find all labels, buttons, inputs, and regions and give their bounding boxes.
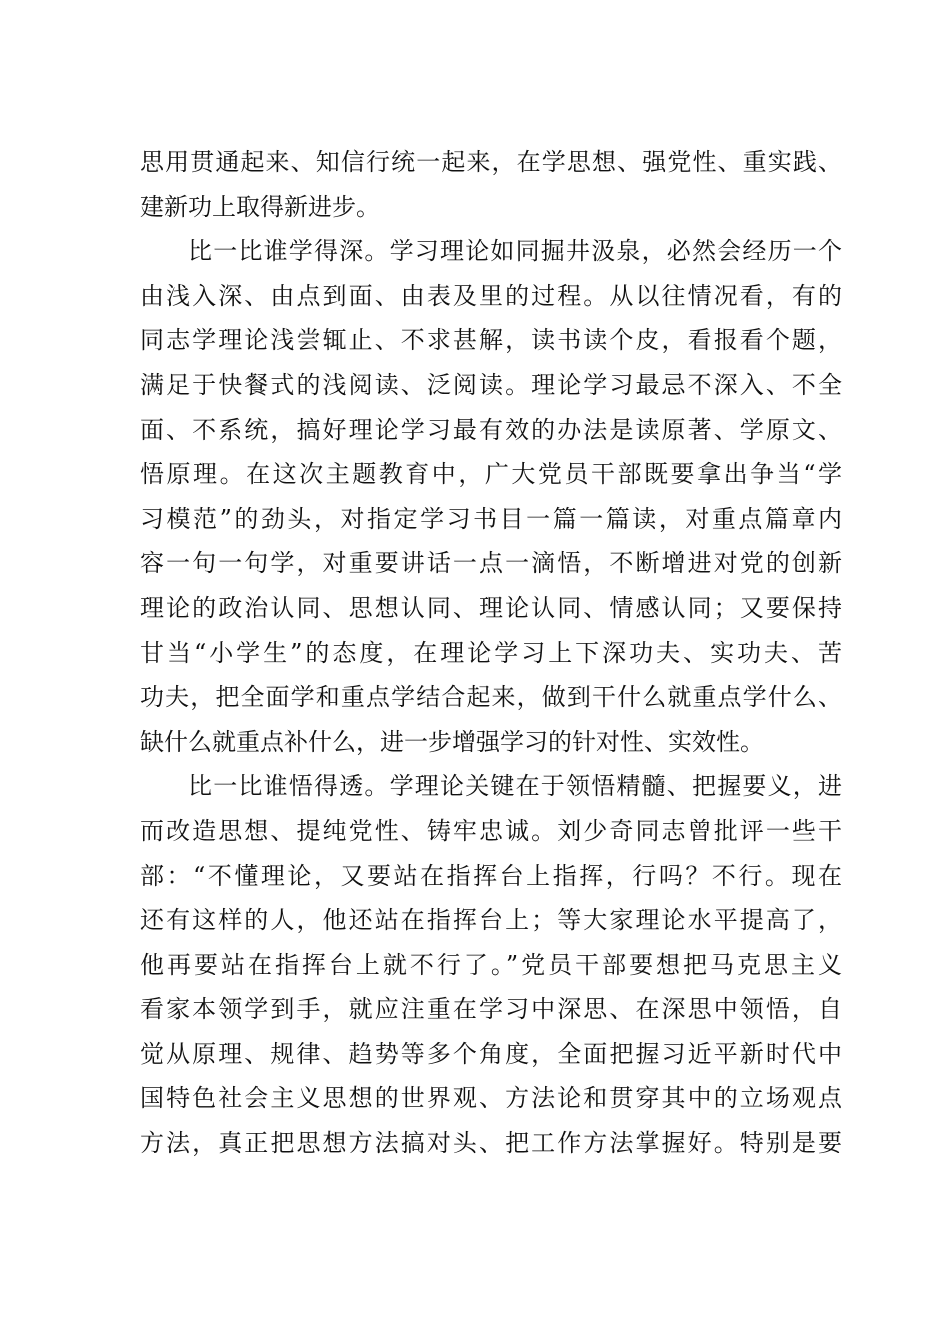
text-line: 他再要站在指挥台上就不行了。”党员干部要想把马克思主义 [140, 950, 842, 979]
text-line: 理论的政治认同、思想认同、理论认同、情感认同；又要保持 [140, 593, 842, 622]
text-line: 方法，真正把思想方法搞对头、把工作方法掌握好。特别是要 [140, 1129, 842, 1158]
paragraph-continuation [140, 140, 842, 229]
text-line: 功夫，把全面学和重点学结合起来，做到干什么就重点学什么、 [140, 683, 842, 712]
text-line: 比一比谁学得深。学习理论如同掘井汲泉，必然会经历一个 [188, 237, 842, 266]
text-line: 同志学理论浅尝辄止、不求甚解，读书读个皮，看报看个题， [140, 326, 842, 355]
text-line: 缺什么就重点补什么，进一步增强学习的针对性、实效性。 [140, 727, 764, 756]
text-line: 习模范”的劲头，对指定学习书目一篇一篇读，对重点篇章内 [140, 504, 842, 533]
text-line: 比一比谁悟得透。学理论关键在于领悟精髓、把握要义，进 [188, 772, 842, 801]
text-line: 部：“不懂理论，又要站在指挥台上指挥，行吗？不行。现在 [140, 861, 842, 890]
paragraph-learn-deep [140, 229, 842, 764]
text-line: 思用贯通起来、知信行统一起来，在学思想、强党性、重实践、 [140, 148, 842, 176]
document-page [140, 140, 842, 1166]
text-line: 由浅入深、由点到面、由表及里的过程。从以往情况看，有的 [140, 281, 842, 310]
text-line: 悟原理。在这次主题教育中，广大党员干部既要拿出争当“学 [140, 460, 842, 489]
text-line: 还有这样的人，他还站在指挥台上；等大家理论水平提高了， [140, 906, 842, 935]
text-line: 而改造思想、提纯党性、铸牢忠诚。刘少奇同志曾批评一些干 [140, 816, 842, 845]
text-line: 国特色社会主义思想的世界观、方法论和贯穿其中的立场观点 [140, 1084, 842, 1113]
text-line: 面、不系统，搞好理论学习最有效的办法是读原著、学原文、 [140, 415, 842, 444]
text-line: 建新功上取得新进步。 [140, 192, 380, 221]
text-line: 甘当“小学生”的态度，在理论学习上下深功夫、实功夫、苦 [140, 638, 842, 667]
text-line: 看家本领学到手，就应注重在学习中深思、在深思中领悟，自 [140, 995, 842, 1024]
text-line: 觉从原理、规律、趋势等多个角度，全面把握习近平新时代中 [140, 1039, 842, 1068]
text-line: 满足于快餐式的浅阅读、泛阅读。理论学习最忌不深入、不全 [140, 370, 842, 399]
paragraph-understand-thorough [140, 764, 842, 1165]
text-line: 容一句一句学，对重要讲话一点一滴悟，不断增进对党的创新 [140, 549, 842, 578]
